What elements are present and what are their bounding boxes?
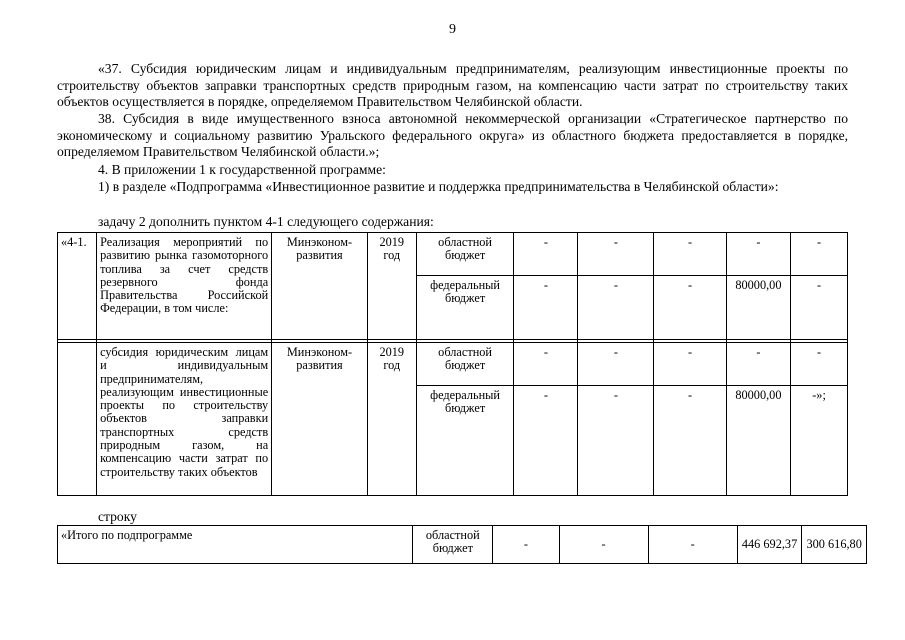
stroku-label: строку (98, 509, 137, 524)
value-cell: - (559, 526, 648, 564)
paragraph-4: 4. В приложении 1 к государственной программе: (98, 162, 386, 177)
value-cell: - (726, 233, 790, 276)
value-cell: - (493, 526, 559, 564)
value-cell: - (654, 386, 726, 496)
value-cell: - (654, 343, 726, 386)
value-cell: - (654, 233, 726, 276)
funding-source: областной бюджет (416, 343, 514, 386)
value-cell: 80000,00 (726, 276, 790, 340)
value-cell: 300 616,80 (802, 526, 867, 564)
value-cell: - (791, 343, 848, 386)
value-cell: - (514, 386, 578, 496)
funding-source: федеральный бюджет (416, 276, 514, 340)
value-cell: 80000,00 (726, 386, 790, 496)
funding-source: федеральный бюджет (416, 386, 514, 496)
value-cell: - (514, 343, 578, 386)
row-number (58, 343, 97, 496)
value-cell: -»; (791, 386, 848, 496)
table-row (58, 526, 867, 564)
year: 2019 год (367, 343, 416, 496)
page-number: 9 (449, 22, 456, 37)
total-table (57, 525, 867, 564)
executor: Минэконом-развития (272, 233, 368, 340)
value-cell: - (514, 233, 578, 276)
table-row (58, 343, 848, 386)
paragraph-38: 38. Субсидия в виде имущественного взноса автономной некоммерческой организации «Стратегическое партнерство по экономическому и социальному развитию Уральского федерального округа» из областного бюджета предоставляется в порядке, определяемом Правительством Челябинской области.»; (57, 111, 848, 159)
funding-source: областной бюджет (413, 526, 493, 564)
value-cell: - (654, 276, 726, 340)
funding-source: областной бюджет (416, 233, 514, 276)
value-cell: - (791, 233, 848, 276)
value-cell: - (578, 386, 654, 496)
row-number: «4-1. (58, 233, 97, 340)
executor: Минэконом-развития (272, 343, 368, 496)
value-cell: - (791, 276, 848, 340)
value-cell: - (578, 233, 654, 276)
total-label: «Итого по подпрограмме (58, 526, 413, 564)
paragraph-task: задачу 2 дополнить пунктом 4-1 следующего содержания: (98, 214, 434, 229)
value-cell: - (648, 526, 737, 564)
year: 2019 год (367, 233, 416, 340)
value-cell: - (514, 276, 578, 340)
activity-name: субсидия юридическим лицам и индивидуальным предпринимателям, реализующим инвестиционные проекты по строительству объектов заправки транспортных средств природным газом, на компенсацию части затрат по строительству таких объектов (97, 343, 272, 496)
paragraph-4-1: 1) в разделе «Подпрограмма «Инвестиционное развитие и поддержка предпринимательства в Челябинской области»: (98, 179, 779, 194)
value-cell: - (726, 343, 790, 386)
program-table (57, 232, 848, 496)
table-row (58, 233, 848, 276)
value-cell: - (578, 343, 654, 386)
value-cell: - (578, 276, 654, 340)
activity-name: Реализация мероприятий по развитию рынка газомоторного топлива за счет средств резервного фонда Правительства Российской Федерации, в том числе: (97, 233, 272, 340)
value-cell: 446 692,37 (737, 526, 802, 564)
paragraph-37: «37. Субсидия юридическим лицам и индивидуальным предпринимателям, реализующим инвестиционные проекты по строительству объектов заправки транспортных средств природным газом, на компенсацию части затрат по строительству таких объектов осуществляется в порядке, определяемом Правительством Челябинской области. (57, 61, 848, 109)
